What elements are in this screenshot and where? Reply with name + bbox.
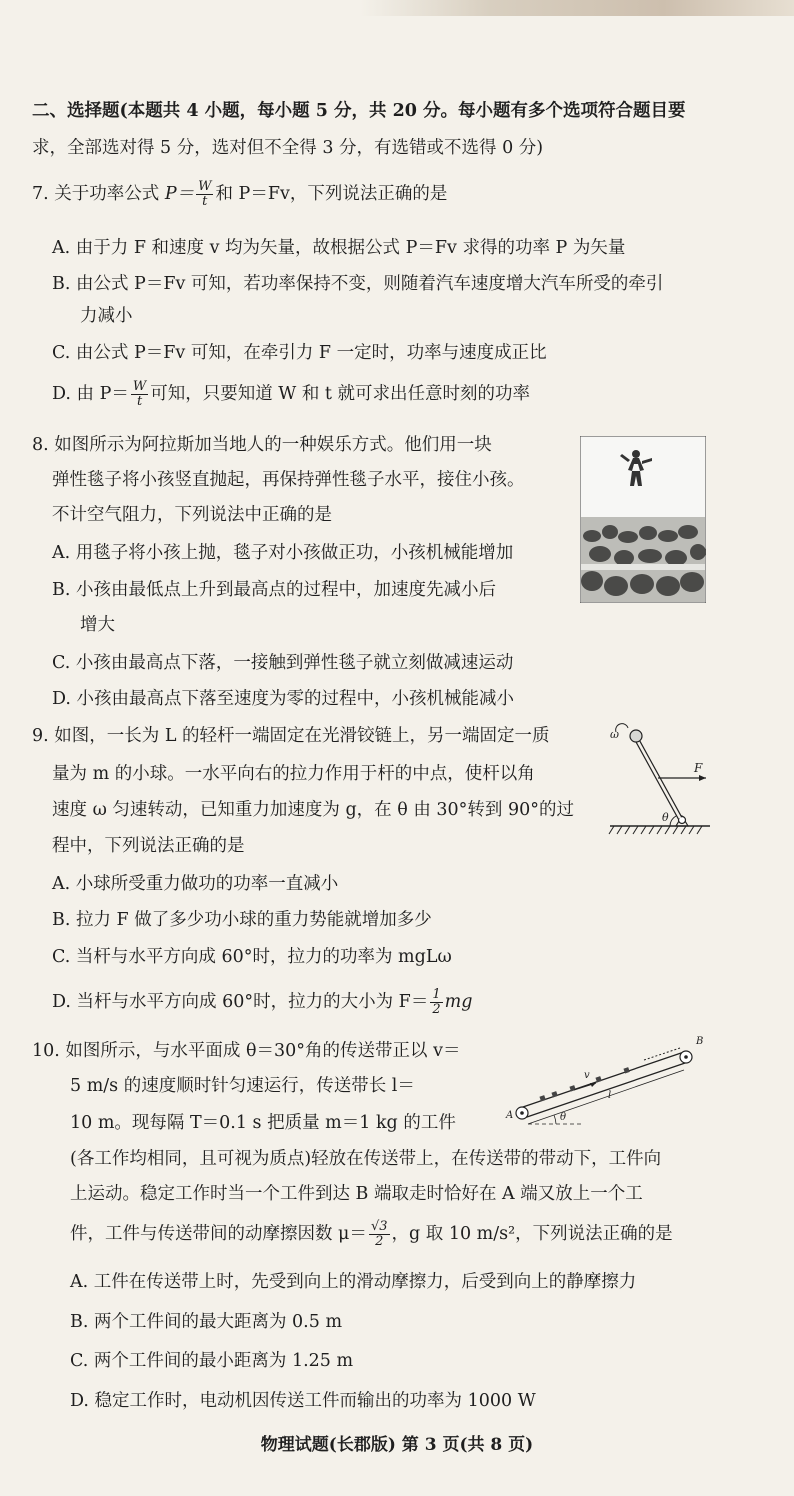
q7-d-fraction: $\frac{W}{t}$ — [132, 379, 147, 409]
q7-option-b-cont: 力减小 — [80, 306, 133, 326]
q8-option-b-cont: 增大 — [80, 615, 115, 635]
section-heading-line2: 求，全部选对得 5 分，选对但不全得 3 分，有选错或不选得 0 分) — [32, 138, 544, 158]
q10-stem-line4: (各工作均相同，且可视为质点)轻放在传送带上，在传送带的带动下，工件向 — [70, 1149, 662, 1169]
q9-stem-line3: 速度 ω 匀速转动，已知重力加速度为 g，在 θ 由 30°转到 90°的过 — [52, 800, 574, 820]
q8-stem-line1: 8. 如图所示为阿拉斯加当地人的一种娱乐方式。他们用一块 — [32, 435, 492, 455]
q10-option-d: D. 稳定工作时，电动机因传送工件而输出的功率为 1000 W — [70, 1391, 536, 1411]
q10-stem-line2: 5 m/s 的速度顺时针匀速运行，传送带长 l＝ — [70, 1076, 415, 1096]
q9-option-d: D. 当杆与水平方向成 60°时，拉力的大小为 F＝ $\frac{1}{2}$ mg — [52, 987, 473, 1017]
q10-option-c: C. 两个工件间的最小距离为 1.25 m — [70, 1351, 354, 1371]
q8-option-c: C. 小孩由最高点下落，一接触到弹性毯子就立刻做减速运动 — [52, 653, 514, 673]
q9-stem-line2: 量为 m 的小球。一水平向右的拉力作用于杆的中点，使杆以角 — [52, 764, 535, 784]
q7-option-d: D. 由 P＝ $\frac{W}{t}$ 可知，只要知道 W 和 t 就可求出任意时刻的功率 — [52, 379, 531, 409]
q10-point-a-label: A — [506, 1110, 514, 1121]
q10-angle-label: θ — [560, 1112, 567, 1123]
q10-mu-fraction: $\frac{√3}{2}$ — [370, 1219, 388, 1249]
q8-option-a: A. 用毯子将小孩上抛，毯子对小孩做正功，小孩机械能增加 — [52, 543, 514, 563]
q9-option-c: C. 当杆与水平方向成 60°时，拉力的功率为 mgLω — [52, 947, 452, 967]
q9-option-b: B. 拉力 F 做了多少功小球的重力势能就增加多少 — [52, 910, 432, 930]
q9-force-label: F — [694, 761, 703, 775]
q8-option-b: B. 小孩由最低点上升到最高点的过程中，加速度先减小后 — [52, 580, 496, 600]
q10-velocity-label: v — [584, 1070, 590, 1081]
q7-stem: 7. 关于功率公式 P＝ $\frac{W}{t}$ 和 P＝Fv，下列说法正确的是 — [32, 179, 448, 209]
q8-stem-line2: 弹性毯子将小孩竖直抛起，再保持弹性毯子水平，接住小孩。 — [52, 470, 525, 490]
q9-stem-line4: 程中，下列说法正确的是 — [52, 836, 245, 856]
q10-point-b-label: B — [696, 1036, 704, 1047]
q10-stem-line6: 件，工件与传送带间的动摩擦因数 μ＝ $\frac{√3}{2}$ ，g 取 10 m/s²，下列说法正确的是 — [70, 1219, 673, 1249]
section-heading-line1: 二、选择题(本题共 4 小题，每小题 5 分，共 20 分。每小题有多个选项符合题目要 — [32, 101, 686, 121]
q8-stem-line3: 不计空气阻力，下列说法中正确的是 — [52, 505, 332, 525]
q7-option-c: C. 由公式 P＝Fv 可知，在牵引力 F 一定时，功率与速度成正比 — [52, 343, 547, 363]
q10-stem-line3: 10 m。现每隔 T＝0.1 s 把质量 m＝1 kg 的工件 — [70, 1113, 456, 1133]
q8-option-d: D. 小孩由最高点下落至速度为零的过程中，小孩机械能减小 — [52, 689, 515, 709]
q9-stem-line1: 9. 如图，一长为 L 的轻杆一端固定在光滑铰链上，另一端固定一质 — [32, 726, 550, 746]
page-footer: 物理试题(长郡版) 第 3 页(共 8 页) — [260, 1435, 534, 1455]
blanket-toss-photo — [580, 436, 706, 603]
q9-option-a: A. 小球所受重力做功的功率一直减小 — [52, 874, 339, 894]
q10-conveyor-figure — [504, 1034, 714, 1130]
q9-theta-label: θ — [662, 811, 669, 824]
q7-option-b: B. 由公式 P＝Fv 可知，若功率保持不变，则随着汽车速度增大汽车所受的牵引 — [52, 274, 664, 294]
q7-option-a: A. 由于力 F 和速度 v 均为矢量，故根据公式 P＝Fv 求得的功率 P 为矢量 — [52, 238, 626, 258]
q10-option-b: B. 两个工件间的最大距离为 0.5 m — [70, 1312, 343, 1332]
q10-length-label: l — [608, 1090, 612, 1101]
q9-rod-figure — [606, 722, 716, 840]
q10-stem-line5: 上运动。稳定工作时当一个工件到达 B 端取走时恰好在 A 端又放上一个工 — [70, 1184, 643, 1204]
scan-shadow — [360, 0, 794, 16]
q10-option-a: A. 工件在传送带上时，先受到向上的滑动摩擦力，后受到向上的静摩擦力 — [70, 1272, 637, 1292]
q10-stem-line1: 10. 如图所示，与水平面成 θ＝30°角的传送带正以 v＝ — [32, 1041, 461, 1061]
q9-omega-label: ω — [610, 728, 619, 741]
q9-d-fraction: $\frac{1}{2}$ — [432, 987, 441, 1017]
q7-fraction: $\frac{W}{t}$ — [198, 179, 212, 209]
